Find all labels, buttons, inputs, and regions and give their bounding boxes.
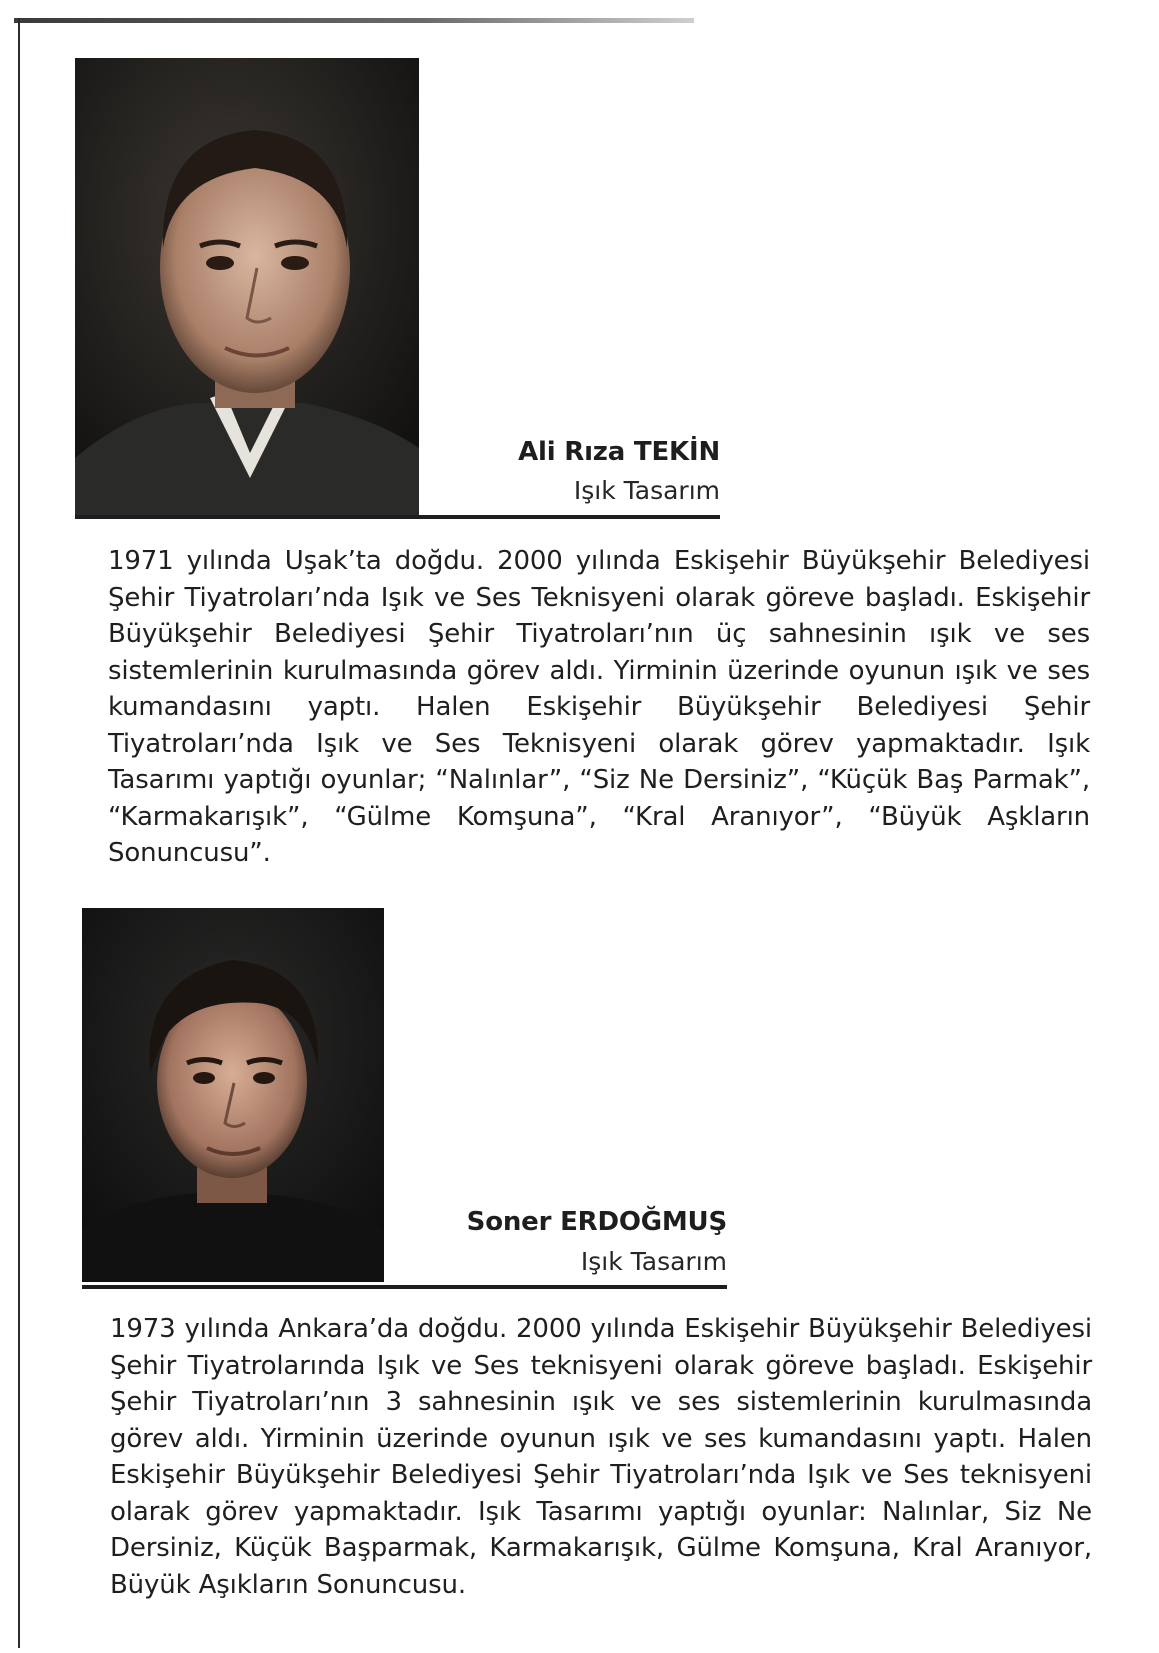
page-left-edge: [18, 18, 20, 1648]
person-role: Işık Tasarım: [573, 476, 720, 505]
portrait-photo-soner-erdogmus: [82, 908, 384, 1282]
person-bio: 1971 yılında Uşak’ta doğdu. 2000 yılında Eskişehir Büyükşehir Belediyesi Şehir Tiyatroları’nda Işık ve Ses Teknisyeni olarak göreve başladı. Eskişehir Büyükşehir Belediyesi Şehir Tiyatroları’nın üç sahnesinin ışık ve ses sistemlerinin kurulmasında görev aldı. Yirminin üzerinde oyunun ışık ve ses kumandasını yaptı. Halen Eskişehir Büyükşehir Belediyesi Şehir Tiyatroları’nda Işık ve Ses Teknisyeni olarak görev yapmaktadır. Işık Tasarımı yaptığı oyunlar; “Nalınlar”, “Siz Ne Dersiniz”, “Küçük Baş Parmak”, “Karmakarışık”, “Gülme Komşuna”, “Kral Aranıyor”, “Büyük Aşkların Sonuncusu”.: [108, 546, 1090, 868]
portrait-photo-ali-riza-tekin: [75, 58, 419, 516]
section-divider: [75, 515, 720, 519]
top-border-rule: [14, 18, 694, 23]
person-name: Soner ERDOĞMUŞ: [466, 1207, 727, 1237]
person-role: Işık Tasarım: [580, 1247, 727, 1276]
portrait-icon: [75, 58, 419, 516]
section-divider: [82, 1285, 727, 1289]
person-name: Ali Rıza TEKİN: [518, 437, 720, 467]
portrait-icon: [82, 908, 384, 1282]
person-bio: 1973 yılında Ankara’da doğdu. 2000 yılında Eskişehir Büyükşehir Belediyesi Şehir Tiyatrolarında Işık ve Ses teknisyeni olarak göreve başladı. Eskişehir Şehir Tiyatroları’nın 3 sahnesinin ışık ve ses sistemlerinin kurulmasında görev aldı. Yirminin üzerinde oyunun ışık ve ses kumandasını yaptı. Halen Eskişehir Büyükşehir Belediyesi Şehir Tiyatroları’nda Işık ve Ses teknisyeni olarak görev yapmaktadır. Işık Tasarımı yaptığı oyunlar: Nalınlar, Siz Ne Dersiniz, Küçük Başparmak, Karmakarışık, Gülme Komşuna, Kral Aranıyor, Büyük Aşıkların Sonuncusu.: [110, 1314, 1092, 1600]
